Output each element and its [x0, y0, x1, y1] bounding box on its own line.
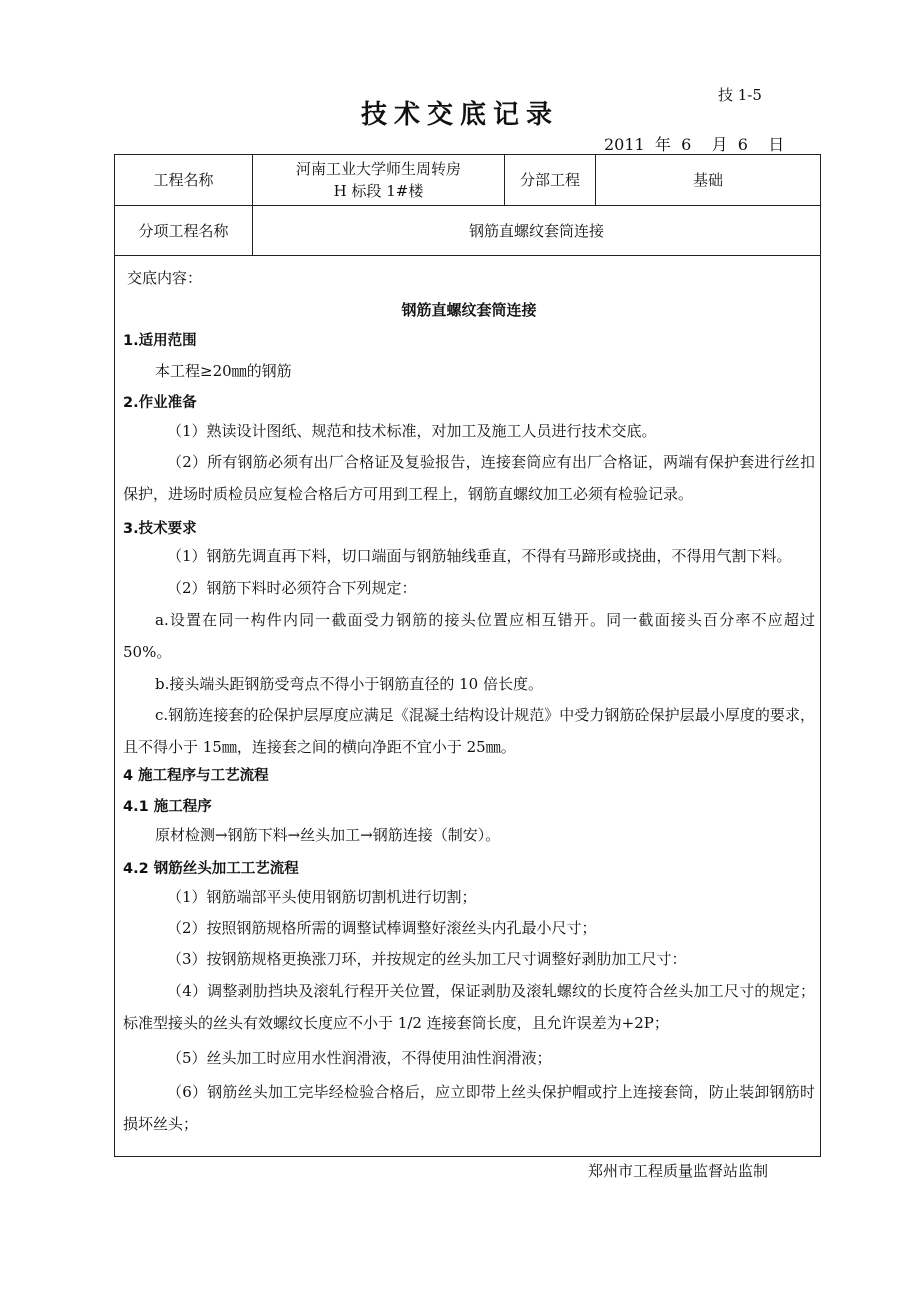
section-4-2-step-2: （2）按照钢筋规格所需的调整试棒调整好滚丝头内孔最小尺寸；	[167, 919, 597, 937]
content-label: 交底内容：	[127, 269, 203, 287]
section-4-2-step-4: （4）调整剥肋挡块及滚轧行程开关位置，保证剥肋及滚轧螺纹的长度符合丝头加工尺寸的规定；标准型接头的丝头有效螺纹长度应不小于 1/2 连接套筒长度，且允许误差为+2P；	[123, 982, 815, 1032]
document-date: 2011 年 6 月 6 日	[604, 135, 785, 154]
section-2-item-1: （1）熟读设计图纸、规范和技术标准，对加工及施工人员进行技术交底。	[167, 422, 657, 440]
row-divider-2	[115, 255, 820, 256]
section-4-2-step-5: （5）丝头加工时应用水性润滑液，不得使用油性润滑液；	[167, 1049, 552, 1067]
section-4-2-heading: 4.2 钢筋丝头加工工艺流程	[123, 861, 299, 877]
section-3-rule-c: c.钢筋连接套的砼保护层厚度应满足《混凝土结构设计规范》中受力钢筋砼保护层最小厚度的要求，且不得小于 15㎜，连接套之间的横向净距不宜小于 25㎜。	[123, 706, 815, 756]
section-3-item-1: （1）钢筋先调直再下料，切口端面与钢筋轴线垂直，不得有马蹄形或挠曲，不得用气割下料。	[167, 547, 792, 565]
section-3-heading: 3.技术要求	[123, 521, 197, 537]
section-4-1-heading: 4.1 施工程序	[123, 799, 212, 815]
section-1-heading: 1.适用范围	[123, 333, 197, 349]
record-table	[114, 154, 821, 1157]
project-name-value: 河南工业大学师生周转房 H 标段 1#楼	[295, 160, 461, 200]
division-value: 基础	[692, 171, 723, 189]
section-4-1-text: 原材检测→钢筋下料→丝头加工→钢筋连接（制安）。	[155, 826, 501, 844]
form-code: 技 1-5	[718, 86, 762, 104]
subitem-value: 钢筋直螺纹套筒连接	[468, 221, 604, 240]
section-4-heading: 4 施工程序与工艺流程	[123, 768, 269, 784]
division-label: 分部工程	[519, 171, 580, 189]
section-4-2-step-3: （3）按钢筋规格更换涨刀环，并按规定的丝头加工尺寸调整好剥肋加工尺寸：	[167, 950, 687, 968]
section-4-2-step-6: （6）钢筋丝头加工完毕经检验合格后，应立即带上丝头保护帽或拧上连接套筒，防止装卸钢筋时损坏丝头；	[123, 1083, 815, 1133]
document-title: 技术交底记录	[360, 100, 559, 130]
content-title: 钢筋直螺纹套筒连接	[401, 301, 537, 319]
section-3-rule-a: a.设置在同一构件内同一截面受力钢筋的接头位置应相互错开。同一截面接头百分率不应超过 50%。	[123, 611, 815, 661]
project-name-label: 工程名称	[153, 171, 214, 189]
section-3-item-2: （2）钢筋下料时必须符合下列规定：	[167, 579, 417, 597]
subitem-label: 分项工程名称	[138, 221, 229, 240]
section-1-text: 本工程≥20㎜的钢筋	[155, 362, 292, 380]
section-2-item-2: （2）所有钢筋必须有出厂合格证及复验报告，连接套筒应有出厂合格证，两端有保护套进行丝扣保护，进场时质检员应复检合格后方可用到工程上，钢筋直螺纹加工必须有检验记录。	[123, 453, 815, 503]
section-3-rule-b: b.接头端头距钢筋受弯点不得小于钢筋直径的 10 倍长度。	[155, 675, 543, 693]
supervisor-footer: 郑州市工程质量监督站监制	[588, 1162, 769, 1180]
section-2-heading: 2.作业准备	[123, 395, 197, 411]
section-4-2-step-1: （1）钢筋端部平头使用钢筋切割机进行切割；	[167, 888, 477, 906]
